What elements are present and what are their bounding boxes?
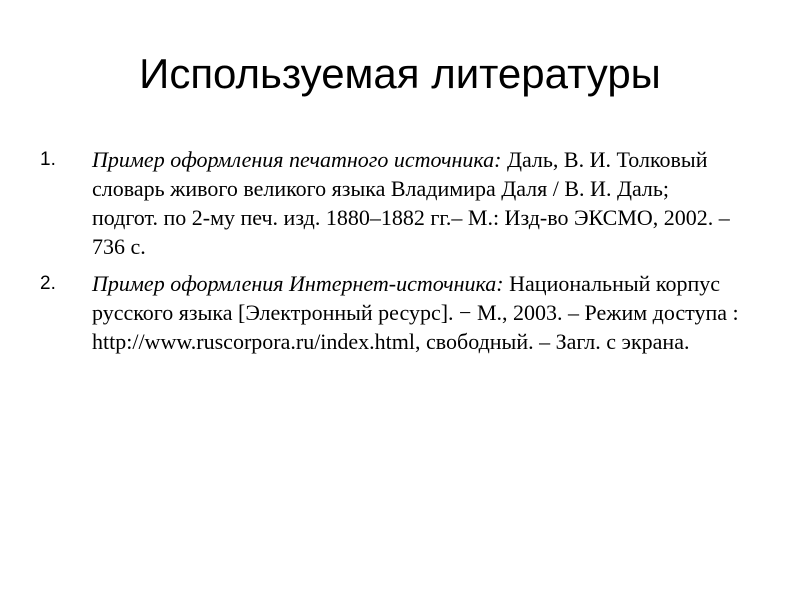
reference-list bbox=[40, 145, 740, 364]
reference-item bbox=[40, 269, 740, 356]
reference-text: Даль, В. И. Толковый словарь живого великого языка Владимира Даля / В. И. Даль; подгот. по 2-му печ. изд. 1880–1882 гг.– М.: Изд-во ЭКСМО, 2002. – 736 с. bbox=[92, 147, 730, 259]
reference-number: 1. bbox=[40, 149, 56, 170]
reference-lead: Пример оформления печатного источника: bbox=[92, 147, 502, 172]
reference-text: Национальный корпус русского языка [Электронный ресурс]. − М., 2003. – Режим доступа : http://www.ruscorpora.ru/index.html, свободный. – Загл. с экрана. bbox=[92, 271, 739, 354]
reference-item bbox=[40, 145, 740, 261]
slide-title: Используемая литературы bbox=[139, 50, 661, 97]
reference-number: 2. bbox=[40, 273, 56, 294]
reference-lead: Пример оформления Интернет-источника: bbox=[92, 271, 504, 296]
